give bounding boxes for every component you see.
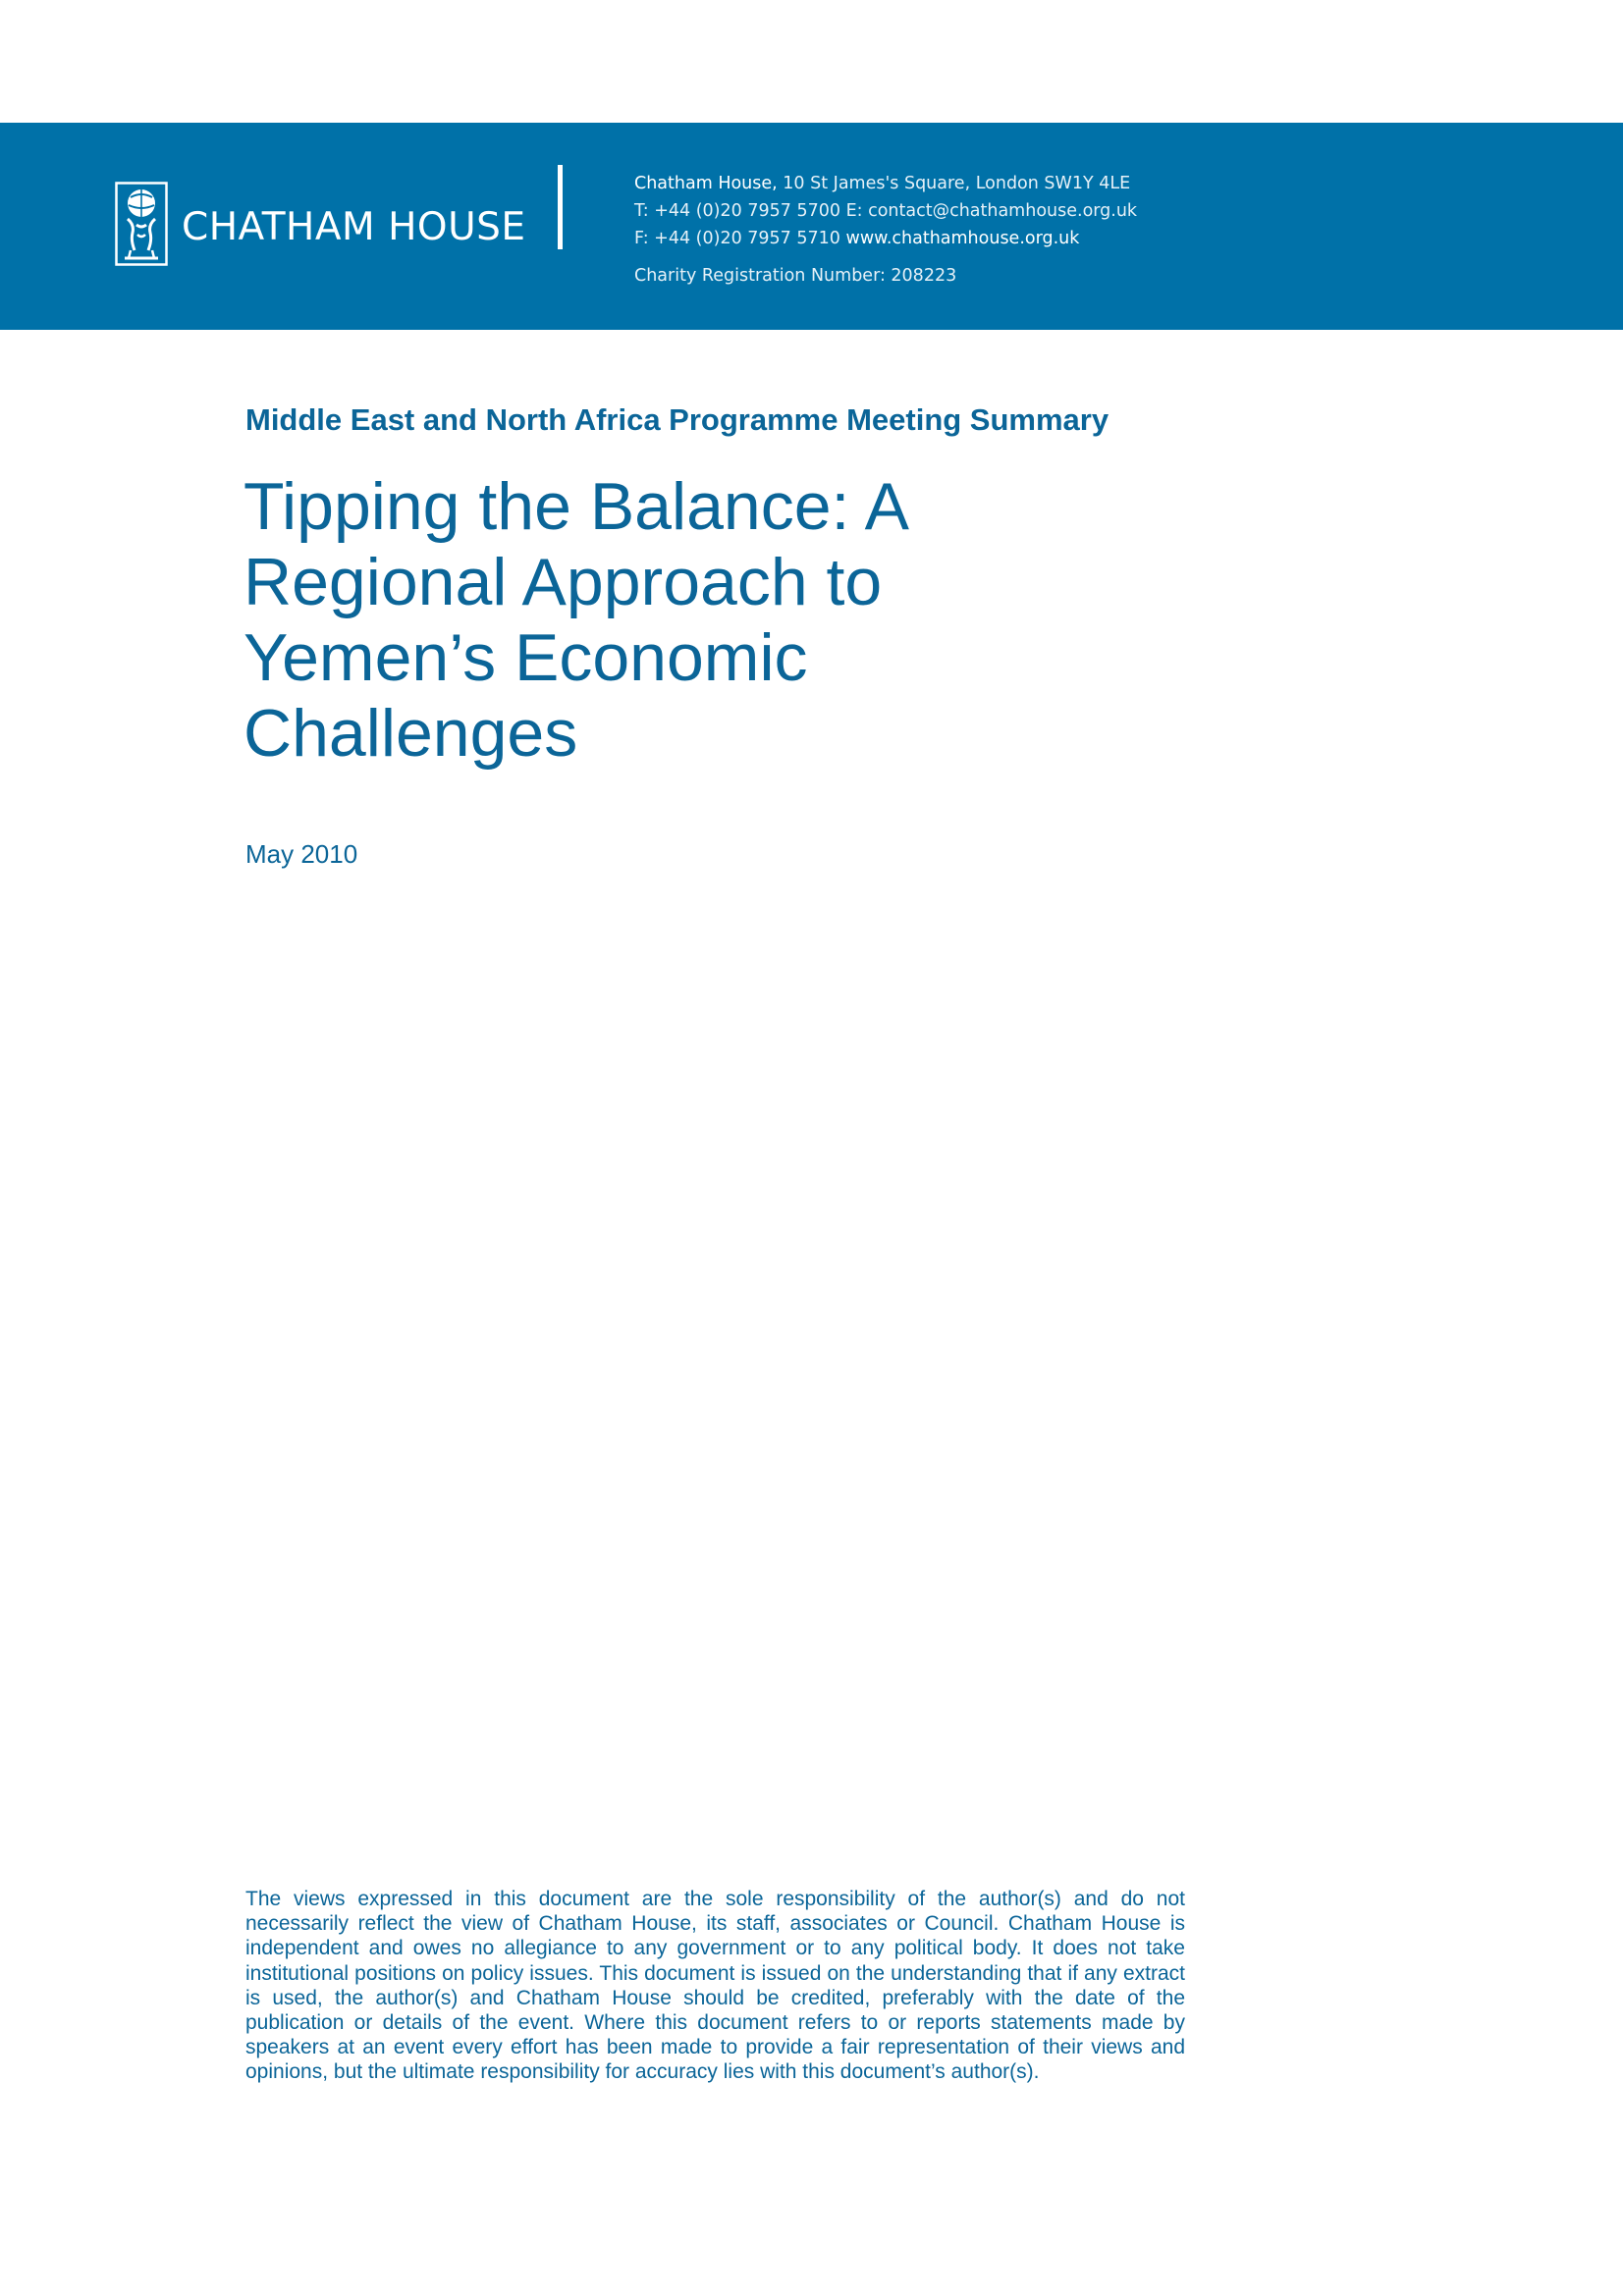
website-link[interactable]: www.chathamhouse.org.uk [845,229,1080,248]
contact-block [634,170,1137,290]
chatham-house-logo [115,182,526,266]
title-line: Regional Approach to [243,545,883,619]
disclaimer-text: The views expressed in this document are the sole responsibility of the author(s) and do not necessarily reflect the view of Chatham House, its staff, associates or Council. Chatham House is independent and owes no allegiance to any government or to any political body. It does not take institutional positions on policy issues. This document is issued on the understanding that if any extract is used, the author(s) and Chatham House should be credited, preferably with the date of the publication or details of the event. Where this document refers to or reports statements made by speakers at an event every effort has been made to provide a fair representation of their views and opinions, but the ultimate responsibility for accuracy lies with this document’s author(s). [245,1888,1185,2084]
address-line [634,170,1137,197]
email[interactable]: E: contact@chathamhouse.org.uk [845,201,1138,221]
org-name: Chatham House, [634,174,778,193]
charity-registration: Charity Registration Number: 208223 [634,266,957,286]
series-heading: Middle East and North Africa Programme Meeting Summary [245,402,1109,437]
title-line: Tipping the Balance: A [243,469,909,544]
title-line: Yemen’s Economic [243,620,808,695]
address: 10 St James's Square, London SW1Y 4LE [777,174,1131,193]
header-divider [558,165,563,249]
title-line: Challenges [243,696,578,771]
document-title [243,469,1029,772]
logo-wordmark: CHATHAM HOUSE [182,204,526,249]
fax-web-line [634,225,1137,252]
phone-email-line [634,197,1137,225]
publication-date: May 2010 [245,839,358,869]
header-banner [0,123,1623,330]
fax: F: +44 (0)20 7957 5710 [634,229,840,248]
phone: T: +44 (0)20 7957 5700 [634,201,840,221]
atlas-globe-icon [115,182,168,266]
